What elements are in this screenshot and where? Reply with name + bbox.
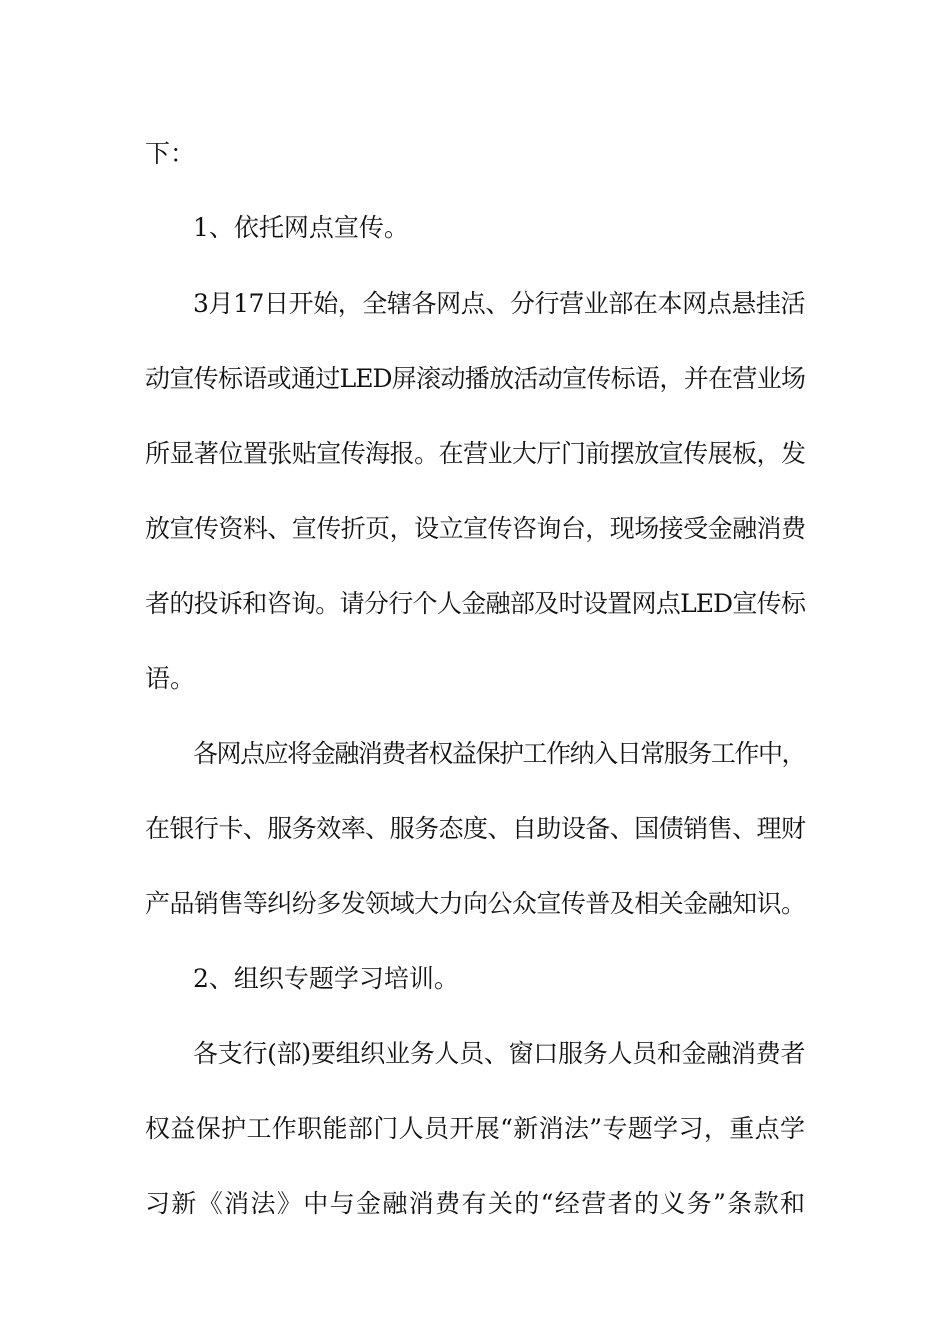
section-heading: 1、依托网点宣传。 <box>193 213 409 242</box>
text-line: 3月17日开始，全辖各网点、分行营业部在本网点悬挂活 <box>193 289 805 318</box>
text-line: 动宣传标语或通过LED屏滚动播放活动宣传标语，并在营业场 <box>145 364 805 393</box>
section-heading: 2、组织专题学习培训。 <box>193 964 459 993</box>
text-line: 权益保护工作职能部门人员开展“新消法”专题学习，重点学 <box>145 1114 805 1143</box>
text-line: 在银行卡、服务效率、服务态度、自助设备、国债销售、理财 <box>145 814 805 843</box>
text-line: 所显著位置张贴宣传海报。在营业大厅门前摆放宣传展板，发 <box>145 439 805 468</box>
text-line: 下： <box>145 139 196 168</box>
text-line: 放宣传资料、宣传折页，设立宣传咨询台，现场接受金融消费 <box>145 514 805 543</box>
text-line: 各网点应将金融消费者权益保护工作纳入日常服务工作中， <box>193 739 805 768</box>
text-line: 习新《消法》中与金融消费有关的“经营者的义务”条款和 <box>145 1189 805 1218</box>
text-line: 产品销售等纠纷多发领域大力向公众宣传普及相关金融知识。 <box>145 889 805 918</box>
text-line: 者的投诉和咨询。请分行个人金融部及时设置网点LED宣传标 <box>145 589 805 618</box>
text-line: 语。 <box>145 664 196 693</box>
text-line: 各支行(部)要组织业务人员、窗口服务人员和金融消费者 <box>193 1039 805 1068</box>
